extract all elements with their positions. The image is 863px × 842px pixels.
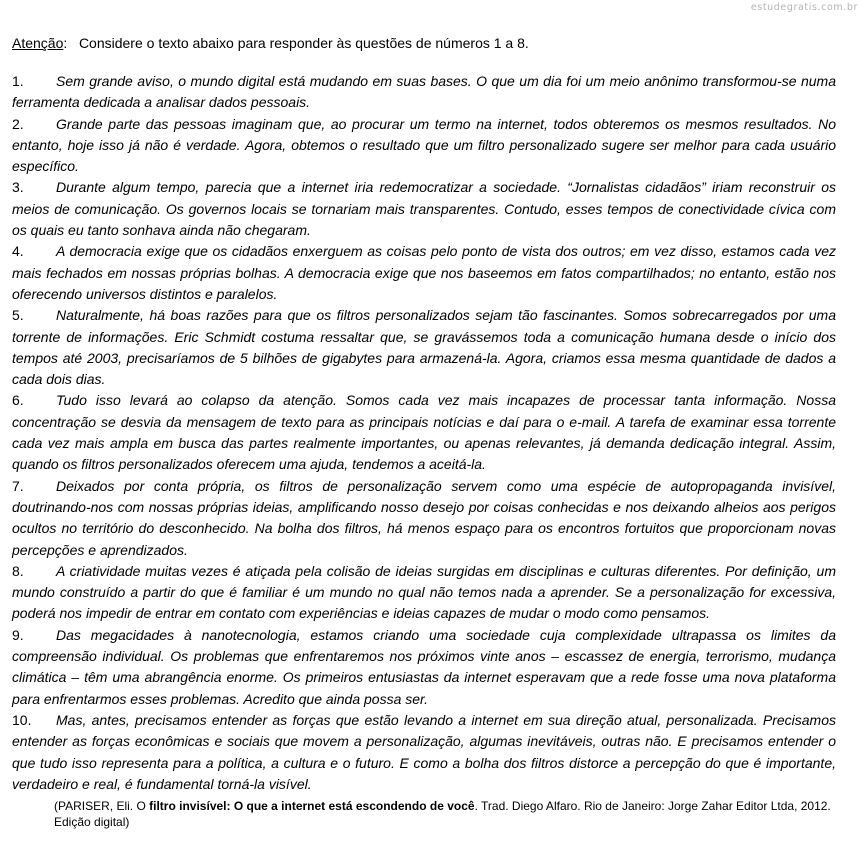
paragraph-text: Deixados por conta própria, os filtros de personalização servem como uma espécie de autopropaganda invisível, doutrinando-nos com nossas próprias ideias, amplificando nosso desejo por coisas conhecidas e nos deixando alheios aos perigos ocultos no território do desconhecido. Na bolha dos filtros, há menos espaço para os encontros fortuitos que proporcionam novas percepções e aprendizados. <box>12 477 836 558</box>
paragraph-10 <box>12 710 836 795</box>
paragraph-5 <box>12 305 836 390</box>
paragraph-3 <box>12 177 836 241</box>
citation-suffix: . Trad. Diego Alfaro. Rio de Janeiro: Jorge Zahar Editor Ltda, 2012. Edição digital) <box>54 799 831 830</box>
paragraph-text: Sem grande aviso, o mundo digital está mudando em suas bases. O que um dia foi um meio anônimo transformou-se numa ferramenta dedicada a analisar dados pessoais. <box>12 73 836 111</box>
paragraph-text: Naturalmente, há boas razões para que os filtros personalizados sejam tão fascinantes. Somos sobrecarregados por uma torrente de informações. Eric Schmidt costuma ressaltar que, se gravássemos toda a comunicação humana desde o início dos tempos até 2003, precisaríamos de 5 bilhões de gigabytes para armazená-la. Agora, criamos essa mesma quantidade de dados a cada dois dias. <box>12 307 836 388</box>
paragraph-1 <box>12 71 836 114</box>
paragraph-text: Tudo isso levará ao colapso da atenção. Somos cada vez mais incapazes de processar tanta informação. Nossa concentração se desvia da mensagem de texto para as principais notícias e daí para o e-mail. A tarefa de examinar essa torrente cada vez mais ampla em busca das partes realmente importantes, ou apenas relevantes, já demanda dedicação integral. Assim, quando os filtros personalizados oferecem uma ajuda, tendemos a aceitá-la. <box>12 392 836 473</box>
paragraph-number: 9. <box>12 626 24 643</box>
citation-title: filtro invisível: O que a internet está escondendo de você <box>149 799 475 814</box>
paragraph-number: 1. <box>12 73 24 89</box>
instruction-header: Atenção: Considere o texto abaixo para responder às questões de números 1 a 8. <box>12 35 529 51</box>
paragraph-text: Grande parte das pessoas imaginam que, ao procurar um termo na internet, todos obteremos os mesmos resultados. No entanto, hoje isso já não é verdade. Agora, obtemos o resultado que um filtro personalizado sugere ser melhor para cada usuário específico. <box>12 115 836 175</box>
paragraph-6 <box>12 390 836 475</box>
paragraph-8 <box>12 561 836 625</box>
attention-label: Atenção <box>12 35 64 51</box>
watermark: estudegratis.com.br <box>750 2 858 13</box>
citation <box>54 798 836 830</box>
citation-prefix: (PARISER, Eli. O <box>54 799 150 814</box>
paragraph-7 <box>12 476 836 561</box>
paragraph-text: Durante algum tempo, parecia que a internet iria redemocratizar a sociedade. “Jornalistas cidadãos” iriam reconstruir os meios de comunicação. Os governos locais se tornariam mais transparentes. Contudo, esses tempos de conectividade cívica com os quais eu tanto sonhava ainda não chegaram. <box>12 179 836 239</box>
paragraph-text: Mas, antes, precisamos entender as forças que estão levando a internet em sua direção atual, personalizada. Precisamos entender as forças econômicas e sociais que movem a personalização, algumas inevitáveis, outras não. E precisamos entender o que tudo isso representa para a política, a cultura e o futuro. E como a bolha dos filtros distorce a percepção do que é importante, verdadeiro e real, é fundamental torná-la visível. <box>12 711 836 792</box>
instruction-text: Considere o texto abaixo para responder às questões de números 1 a 8. <box>78 35 529 51</box>
paragraph-number: 10. <box>12 711 32 728</box>
paragraph-text: A criatividade muitas vezes é atiçada pela colisão de ideias surgidas em disciplinas e culturas diferentes. Por definição, um mundo construído a partir do que é familiar é um mundo no qual não temos nada a aprender. Se a personalização for excessiva, poderá nos impedir de entrar em contato com experiências e ideias capazes de mudar o modo como pensamos. <box>12 562 836 622</box>
paragraph-number: 6. <box>12 392 24 409</box>
paragraph-list <box>12 71 836 795</box>
paragraph-9 <box>12 625 836 710</box>
paragraph-number: 5. <box>12 307 24 324</box>
paragraph-number: 7. <box>12 477 24 494</box>
paragraph-number: 2. <box>12 115 24 132</box>
paragraph-number: 3. <box>12 179 24 196</box>
paragraph-number: 8. <box>12 562 24 579</box>
paragraph-text: A democracia exige que os cidadãos enxerguem as coisas pelo ponto de vista dos outros; em vez disso, estamos cada vez mais fechados em nossas próprias bolhas. A democracia exige que nos baseemos em fatos compartilhados; no entanto, estão nos oferecendo universos distintos e paralelos. <box>12 243 836 302</box>
paragraph-4 <box>12 241 836 305</box>
paragraph-2 <box>12 114 836 178</box>
paragraph-text: Das megacidades à nanotecnologia, estamos criando uma sociedade cuja complexidade ultrapassa os limites da compreensão individual. Os problemas que enfrentaremos nos próximos vinte anos – escassez de energia, terrorismo, mudança climática – têm uma abrangência enorme. Os primeiros entusiastas da internet esperavam que a rede fosse uma nova plataforma para enfrentarmos esses problemas. Acredito que ainda possa ser. <box>12 626 836 707</box>
paragraph-number: 4. <box>12 243 24 260</box>
